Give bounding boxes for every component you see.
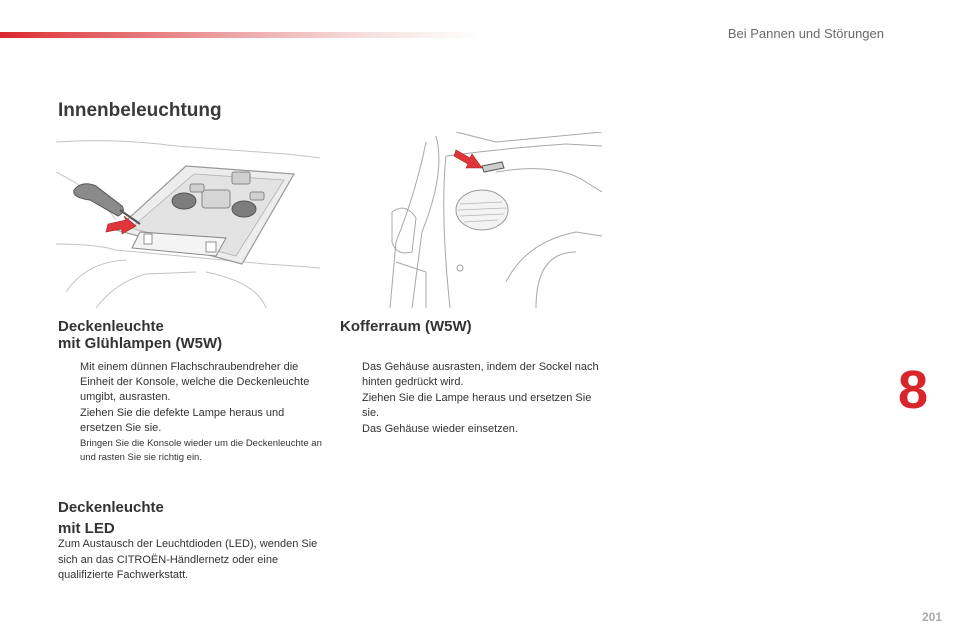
list-item: Ziehen Sie die Lampe heraus und ersetzen Sie sie. bbox=[362, 392, 592, 419]
heading-line: Deckenleuchte bbox=[58, 499, 164, 516]
chapter-number: 8 bbox=[898, 360, 929, 420]
heading-line: mit Glühlampen (W5W) bbox=[58, 335, 223, 352]
trunk-heading: Kofferraum (W5W) bbox=[340, 318, 472, 335]
ceiling-light-illustration bbox=[56, 132, 320, 308]
ceiling-bulb-heading bbox=[58, 318, 222, 352]
heading-line: Deckenleuchte bbox=[58, 318, 164, 335]
list-item: Das Gehäuse ausrasten, indem der Sockel nach hinten gedrückt wird. bbox=[362, 361, 599, 388]
led-paragraph: Zum Austausch der Leuchtdioden (LED), wenden Sie sich an das CITROËN-Händlernetz oder eine qualifizierte Fachwerkstatt. bbox=[58, 538, 318, 581]
header-accent-bar bbox=[0, 32, 480, 38]
list-item: Das Gehäuse wieder einsetzen. bbox=[362, 423, 518, 435]
page-number: 201 bbox=[921, 610, 942, 624]
ceiling-led-heading bbox=[58, 497, 164, 539]
trunk-light-illustration bbox=[386, 132, 602, 308]
trunk-steps bbox=[340, 360, 604, 438]
chapter-title: Bei Pannen und Störungen bbox=[727, 26, 884, 41]
ceiling-bulb-steps bbox=[58, 360, 322, 466]
list-item: Bringen Sie die Konsole wieder um die Deckenleuchte an und rasten Sie sie richtig ein. bbox=[80, 438, 322, 463]
list-item: Mit einem dünnen Flachschraubendreher die Einheit der Konsole, welche die Deckenleuchte umgibt, ausrasten. bbox=[80, 361, 310, 403]
heading-line: mit LED bbox=[58, 520, 115, 537]
section-title: Innenbeleuchtung bbox=[58, 100, 222, 121]
list-item: Ziehen Sie die defekte Lampe heraus und ersetzen Sie sie. bbox=[80, 407, 285, 434]
